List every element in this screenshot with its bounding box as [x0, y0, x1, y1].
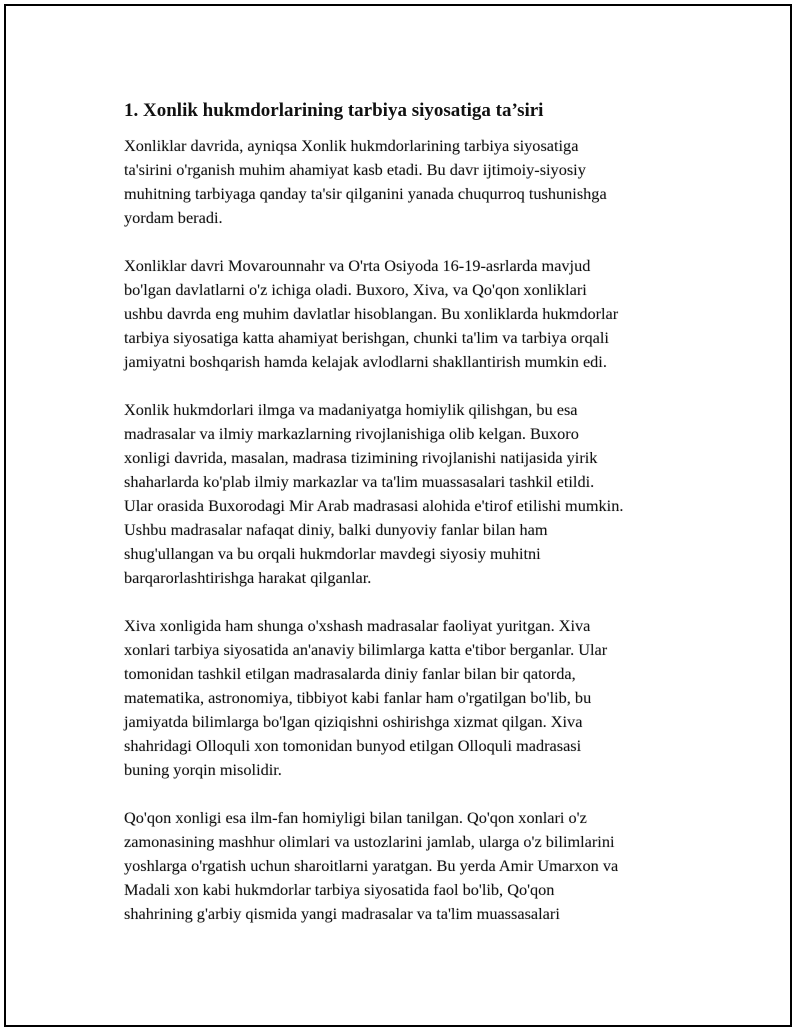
- text-line: xonligi davrida, masalan, madrasa tizimining rivojlanishi natijasida yirik: [124, 448, 598, 467]
- text-line: Xiva xonligida ham shunga o'xshash madrasalar faoliyat yuritgan. Xiva: [124, 616, 591, 635]
- text-line: shahridagi Olloquli xon tomonidan bunyod etilgan Olloquli madrasasi: [124, 736, 582, 755]
- text-line: ushbu davrda eng muhim davlatlar hisoblangan. Bu xonliklarda hukmdorlar: [124, 304, 619, 323]
- paragraph-5: [124, 806, 699, 926]
- text-line: Xonlik hukmdorlari ilmga va madaniyatga homiylik qilishgan, bu esa: [124, 400, 578, 419]
- text-line: Ular orasida Buxorodagi Mir Arab madrasasi alohida e'tirof etilishi mumkin.: [124, 496, 624, 515]
- text-line: madrasalar va ilmiy markazlarning rivojlanishiga olib kelgan. Buxoro: [124, 424, 579, 443]
- text-line: bo'lgan davlatlarni o'z ichiga oladi. Buxoro, Xiva, va Qo'qon xonliklari: [124, 280, 587, 299]
- text-line: jamiyatda bilimlarga bo'lgan qiziqishni oshirishga xizmat qilgan. Xiva: [124, 712, 583, 731]
- text-line: yoshlarga o'rgatish uchun sharoitlarni yaratgan. Bu yerda Amir Umarxon va: [124, 856, 619, 875]
- paragraph-4: [124, 614, 699, 782]
- text-line: barqarorlashtirishga harakat qilganlar.: [124, 568, 372, 587]
- text-line: muhitning tarbiyaga qanday ta'sir qilganini yanada chuqurroq tushunishga: [124, 184, 607, 203]
- document-body: [124, 98, 699, 950]
- section-heading: 1. Xonlik hukmdorlarining tarbiya siyosatiga ta’siri: [124, 100, 544, 121]
- text-line: Xonliklar davrida, ayniqsa Xonlik hukmdorlarining tarbiya siyosatiga: [124, 136, 579, 155]
- text-line: shaharlarda ko'plab ilmiy markazlar va ta'lim muassasalari tashkil etildi.: [124, 472, 595, 491]
- text-line: jamiyatni boshqarish hamda kelajak avlodlarni shakllantirish mumkin edi.: [124, 352, 607, 371]
- paragraph-1: [124, 134, 699, 230]
- text-line: tarbiya siyosatiga katta ahamiyat berishgan, chunki ta'lim va tarbiya orqali: [124, 328, 609, 347]
- text-line: ta'sirini o'rganish muhim ahamiyat kasb etadi. Bu davr ijtimoiy-siyosiy: [124, 160, 586, 179]
- text-line: shahrining g'arbiy qismida yangi madrasalar va ta'lim muassasalari: [124, 904, 560, 923]
- text-line: yordam beradi.: [124, 208, 223, 227]
- text-line: Madali xon kabi hukmdorlar tarbiya siyosatida faol bo'lib, Qo'qon: [124, 880, 555, 899]
- text-line: shug'ullangan va bu orqali hukmdorlar mavdegi siyosiy muhitni: [124, 544, 541, 563]
- page-frame: [4, 4, 792, 1027]
- text-line: tomonidan tashkil etilgan madrasalarda diniy fanlar bilan bir qatorda,: [124, 664, 576, 683]
- text-line: Ushbu madrasalar nafaqat diniy, balki dunyoviy fanlar bilan ham: [124, 520, 548, 539]
- text-line: zamonasining mashhur olimlari va ustozlarini jamlab, ularga o'z bilimlarini: [124, 832, 615, 851]
- text-line: Qo'qon xonligi esa ilm-fan homiyligi bilan tanilgan. Qo'qon xonlari o'z: [124, 808, 587, 827]
- paragraph-2: [124, 254, 699, 374]
- text-line: xonlari tarbiya siyosatida an'anaviy bilimlarga katta e'tibor berganlar. Ular: [124, 640, 608, 659]
- paragraph-3: [124, 398, 699, 590]
- text-line: Xonliklar davri Movarounnahr va O'rta Osiyoda 16-19-asrlarda mavjud: [124, 256, 591, 275]
- text-line: buning yorqin misolidir.: [124, 760, 282, 779]
- text-line: matematika, astronomiya, tibbiyot kabi fanlar ham o'rgatilgan bo'lib, bu: [124, 688, 592, 707]
